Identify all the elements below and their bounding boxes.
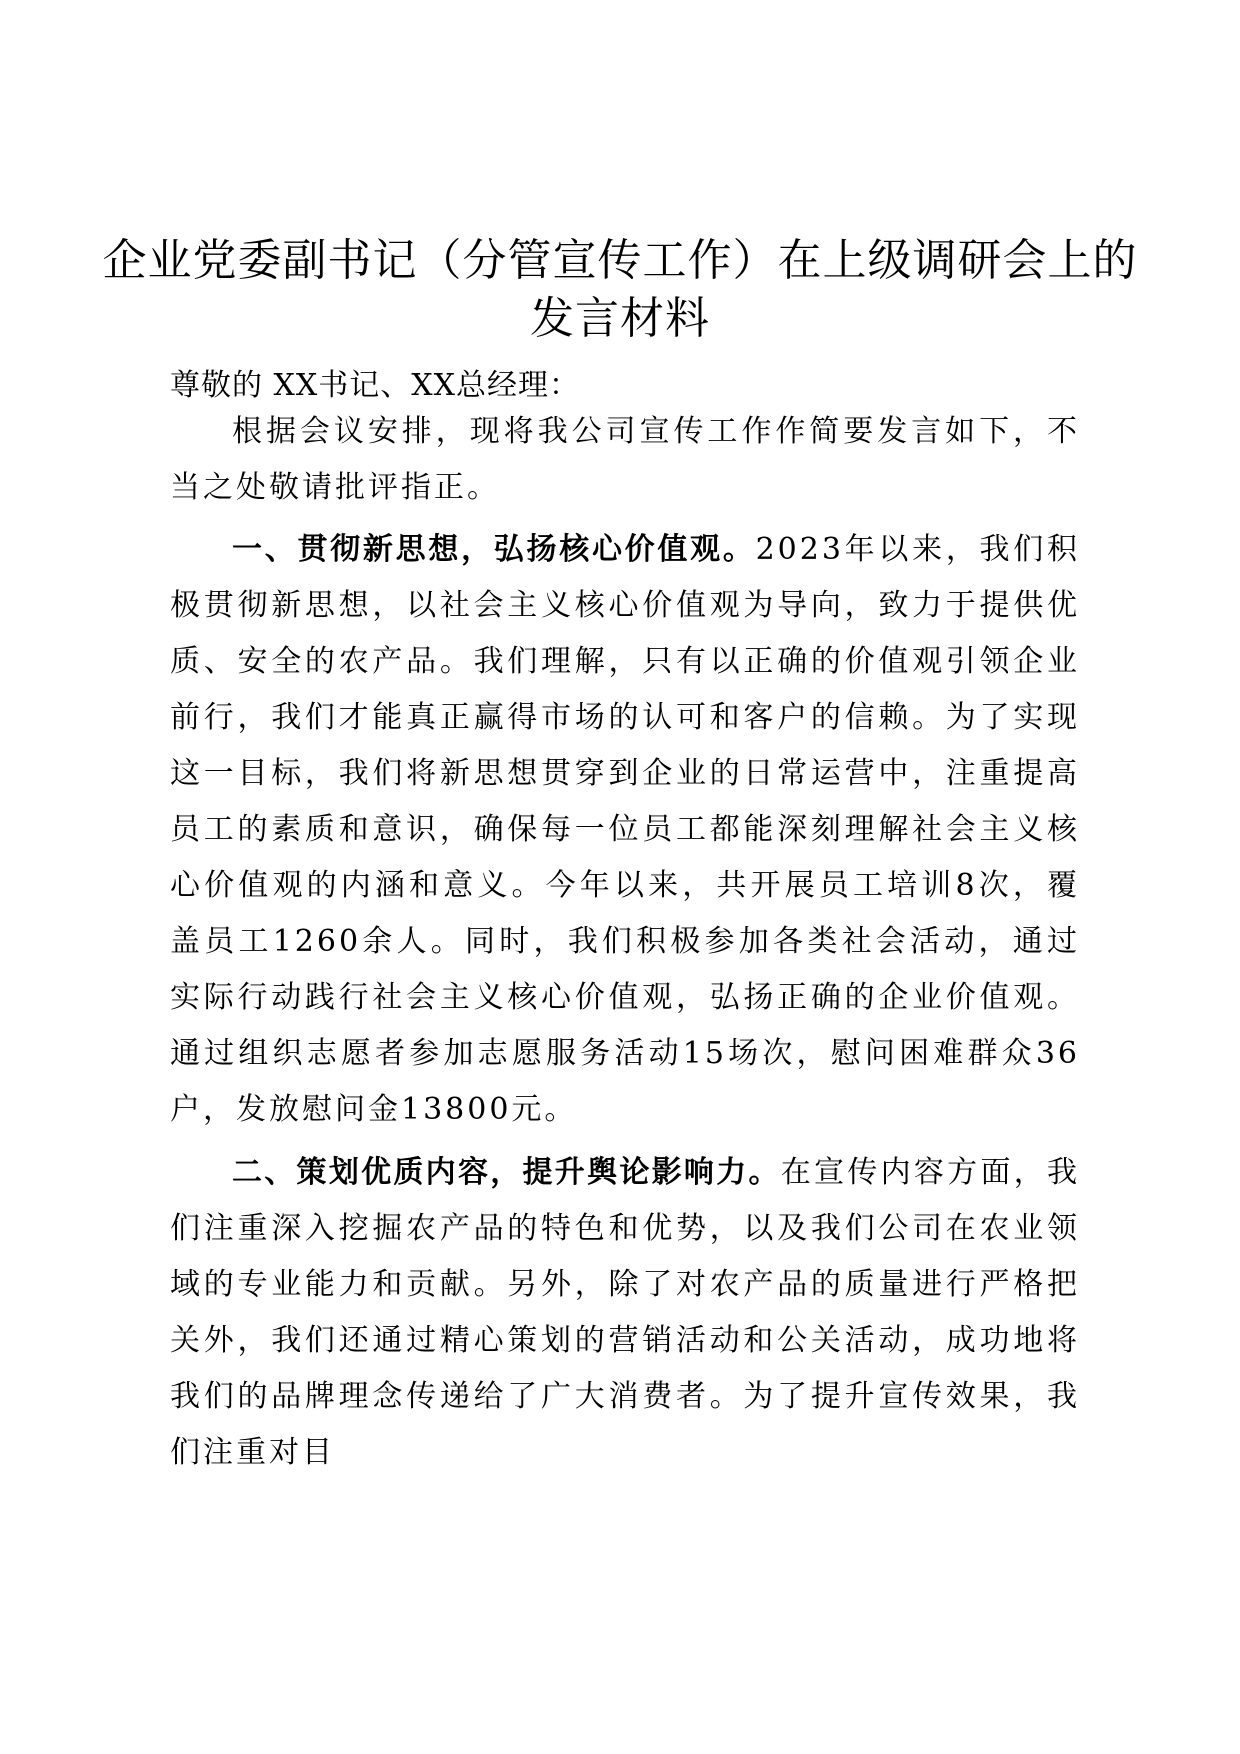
section-1-text: 2023年以来，我们积极贯彻新思想，以社会主义核心价值观为导向，致力于提供优质、安全的农产品。我们理解，只有以正确的价值观引领企业前行，我们才能真正赢得市场的认可和客户的信赖。为了实现这一目标，我们将新思想贯穿到企业的日常运营中，注重提高员工的素质和意识，确保每一位员工都能深刻理解社会主义核心价值观的内涵和意义。今年以来，共开展员工培训8次，覆盖员工1260余人。同时，我们积极参加各类社会活动，通过实际行动践行社会主义核心价值观，弘扬正确的企业价值观。通过组织志愿者参加志愿服务活动15场次，慰问困难群众36户，发放慰问金13800元。 [170, 532, 1080, 1127]
section-1-heading: 一、贯彻新思想，弘扬核心价值观。 [232, 532, 756, 567]
paragraph-intro-text: 根据会议安排，现将我公司宣传工作作简要发言如下，不当之处敬请批评指正。 [170, 414, 1080, 505]
paragraph-section-2 [170, 1145, 1080, 1481]
paragraph-section-1 [170, 522, 1080, 1138]
paragraph-intro [170, 404, 1080, 516]
section-2-heading: 二、策划优质内容，提升舆论影响力。 [232, 1155, 781, 1190]
salutation: 尊敬的 XX书记、XX总经理： [170, 368, 580, 403]
document-title: 企业党委副书记（分管宣传工作）在上级调研会上的发言材料 [102, 235, 1138, 344]
section-2-text: 在宣传内容方面，我们注重深入挖掘农产品的特色和优势，以及我们公司在农业领域的专业能力和贡献。另外，除了对农产品的质量进行严格把关外，我们还通过精心策划的营销活动和公关活动，成功地将我们的品牌理念传递给了广大消费者。为了提升宣传效果，我们注重对目 [170, 1155, 1081, 1470]
